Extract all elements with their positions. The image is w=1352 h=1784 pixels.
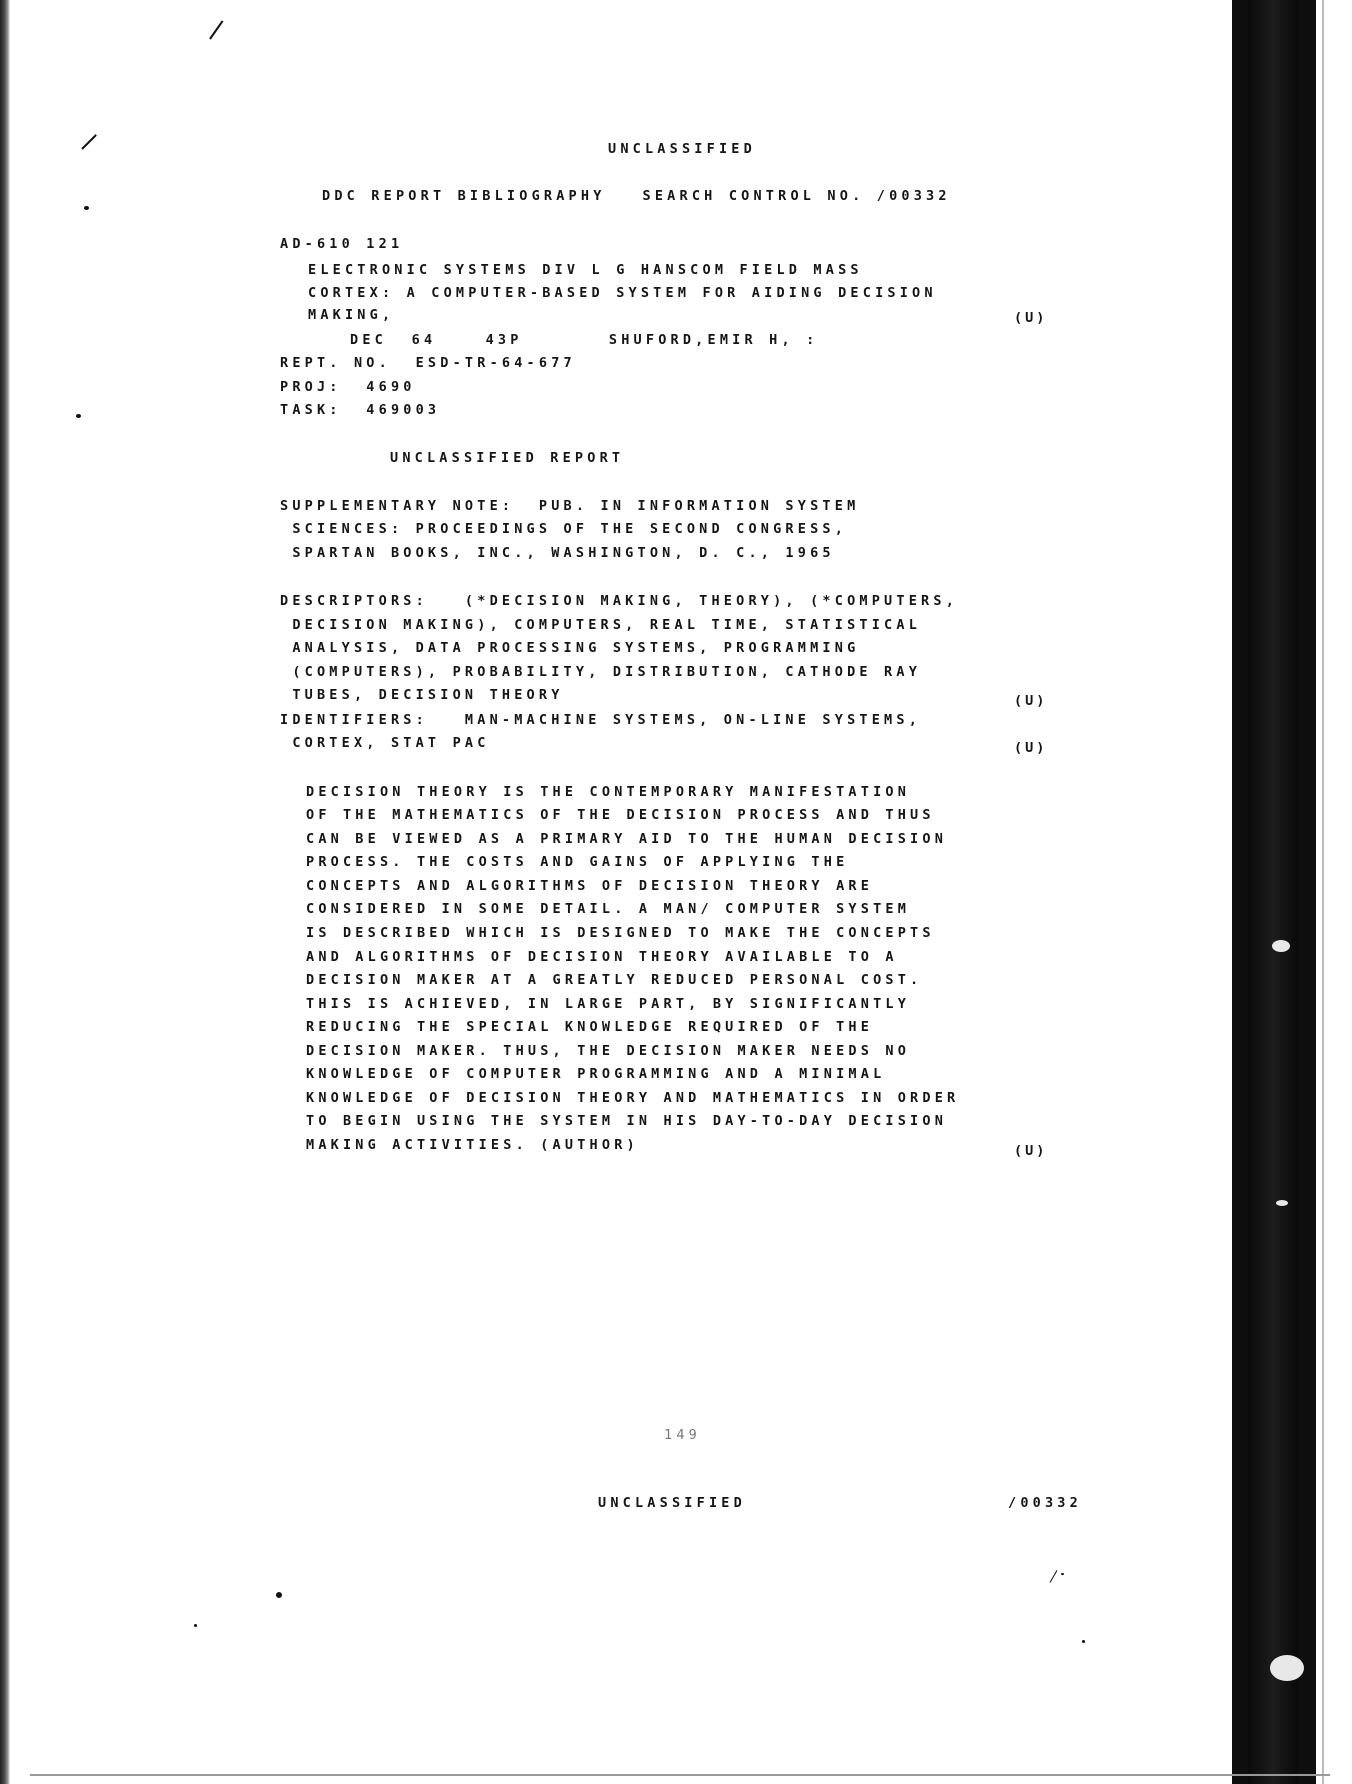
descriptors-line: (COMPUTERS), PROBABILITY, DISTRIBUTION, CATHODE RAY xyxy=(280,664,922,680)
scan-speck xyxy=(76,414,81,418)
scan-speck xyxy=(1061,1573,1064,1575)
classification-top: UNCLASSIFIED xyxy=(608,141,756,157)
abstract-line: IS DESCRIBED WHICH IS DESIGNED TO MAKE THE CONCEPTS xyxy=(306,925,935,941)
identifiers-line: CORTEX, STAT PAC xyxy=(280,735,490,751)
scan-speck xyxy=(276,1592,282,1598)
report-classification: UNCLASSIFIED REPORT xyxy=(390,450,625,466)
descriptors-line: TUBES, DECISION THEORY xyxy=(280,687,564,703)
page-number: 149 xyxy=(664,1427,701,1443)
identifiers-line: IDENTIFIERS: MAN-MACHINE SYSTEMS, ON-LINE SYSTEMS, xyxy=(280,712,922,728)
abstract-line: TO BEGIN USING THE SYSTEM IN HIS DAY-TO-DAY DECISION xyxy=(306,1113,948,1129)
abstract-classification-mark: (U) xyxy=(1014,1143,1048,1159)
supplementary-note-line: SUPPLEMENTARY NOTE: PUB. IN INFORMATION SYSTEM xyxy=(280,498,860,514)
scan-margin-line xyxy=(1322,0,1324,1784)
report-title-line-2: MAKING, xyxy=(308,307,395,323)
ad-number: AD-610 121 xyxy=(280,236,404,252)
abstract-line: CONSIDERED IN SOME DETAIL. A MAN/ COMPUTER SYSTEM xyxy=(306,901,911,917)
abstract-line: CAN BE VIEWED AS A PRIMARY AID TO THE HUMAN DECISION xyxy=(306,831,948,847)
abstract-line: REDUCING THE SPECIAL KNOWLEDGE REQUIRED OF THE xyxy=(306,1019,874,1035)
abstract-line: PROCESS. THE COSTS AND GAINS OF APPLYING THE xyxy=(306,854,849,870)
supplementary-note-line: SCIENCES: PROCEEDINGS OF THE SECOND CONGRESS, xyxy=(280,521,848,537)
scan-hole xyxy=(1276,1200,1288,1206)
descriptors-classification-mark: (U) xyxy=(1014,693,1048,709)
classification-bottom: UNCLASSIFIED xyxy=(598,1495,746,1511)
supplementary-note-line: SPARTAN BOOKS, INC., WASHINGTON, D. C., 1965 xyxy=(280,545,835,561)
scan-left-edge xyxy=(0,0,10,1784)
abstract-line: DECISION MAKER AT A GREATLY REDUCED PERSONAL COST. xyxy=(306,972,923,988)
abstract-line: CONCEPTS AND ALGORITHMS OF DECISION THEORY ARE xyxy=(306,878,874,894)
scan-hole xyxy=(1270,1655,1304,1681)
source-organization: ELECTRONIC SYSTEMS DIV L G HANSCOM FIELD MASS xyxy=(308,262,863,278)
scan-mark xyxy=(209,20,223,39)
abstract-line: KNOWLEDGE OF COMPUTER PROGRAMMING AND A MINIMAL xyxy=(306,1066,886,1082)
scan-mark xyxy=(1050,1570,1058,1583)
bibliography-title-line: DDC REPORT BIBLIOGRAPHY SEARCH CONTROL NO. /00332 xyxy=(322,188,951,204)
scan-speck xyxy=(84,206,89,210)
scan-right-binding-shade xyxy=(1248,0,1298,1784)
abstract-line: KNOWLEDGE OF DECISION THEORY AND MATHEMATICS IN ORDER xyxy=(306,1090,960,1106)
date-pages-author-line: DEC 64 43P SHUFORD,EMIR H, : xyxy=(350,332,819,348)
report-title-line-1: CORTEX: A COMPUTER-BASED SYSTEM FOR AIDING DECISION xyxy=(308,285,937,301)
scan-bottom-line xyxy=(30,1774,1330,1776)
project-number: PROJ: 4690 xyxy=(280,379,416,395)
abstract-line: DECISION MAKER. THUS, THE DECISION MAKER NEEDS NO xyxy=(306,1043,911,1059)
descriptors-line: ANALYSIS, DATA PROCESSING SYSTEMS, PROGRAMMING xyxy=(280,640,860,656)
scan-hole xyxy=(1272,940,1290,952)
control-number: /00332 xyxy=(1008,1495,1082,1511)
scan-speck xyxy=(1082,1640,1085,1643)
abstract-line: MAKING ACTIVITIES. (AUTHOR) xyxy=(306,1137,639,1153)
report-number: REPT. NO. ESD-TR-64-677 xyxy=(280,355,576,371)
abstract-line: AND ALGORITHMS OF DECISION THEORY AVAILABLE TO A xyxy=(306,949,898,965)
abstract-line: THIS IS ACHIEVED, IN LARGE PART, BY SIGNIFICANTLY xyxy=(306,996,911,1012)
identifiers-classification-mark: (U) xyxy=(1014,740,1048,756)
scan-speck xyxy=(194,1624,197,1627)
scan-mark xyxy=(81,134,97,150)
title-classification-mark: (U) xyxy=(1014,310,1048,326)
abstract-line: DECISION THEORY IS THE CONTEMPORARY MANIFESTATION xyxy=(306,784,911,800)
abstract-line: OF THE MATHEMATICS OF THE DECISION PROCESS AND THUS xyxy=(306,807,935,823)
task-number: TASK: 469003 xyxy=(280,402,441,418)
descriptors-line: DECISION MAKING), COMPUTERS, REAL TIME, STATISTICAL xyxy=(280,617,922,633)
descriptors-line: DESCRIPTORS: (*DECISION MAKING, THEORY), (*COMPUTERS, xyxy=(280,593,959,609)
